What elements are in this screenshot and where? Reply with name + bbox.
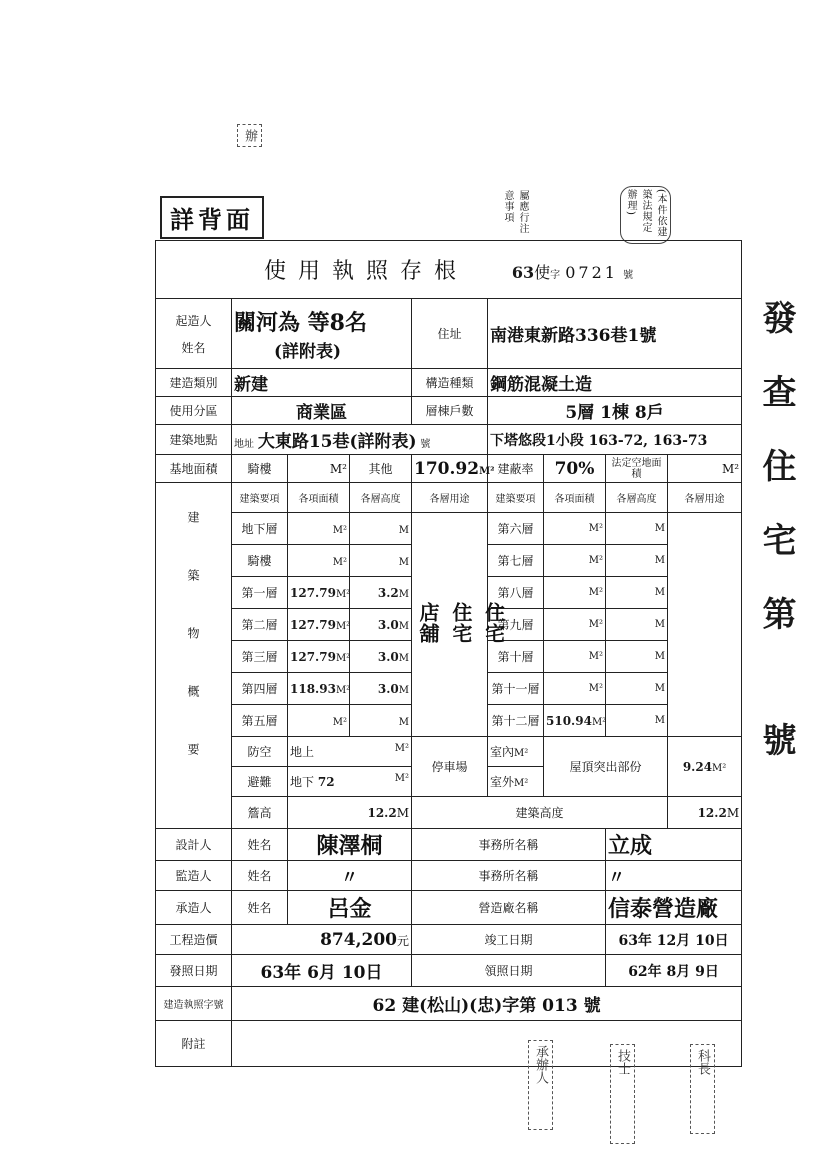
seal-clerk: 承辦人 — [528, 1040, 553, 1130]
supervisor-name: 〃 — [288, 861, 412, 891]
designer-label: 設計人 — [156, 829, 232, 861]
building-overview-label: 建築物概要 — [156, 483, 232, 829]
structure-label: 構造種類 — [412, 369, 488, 397]
address-value: 南港東新路336巷1號 — [488, 299, 742, 369]
supervisor-office-label: 事務所名稱 — [412, 861, 606, 891]
permit-value: 62 建(松山)(忠)字第 013 號 — [232, 987, 742, 1021]
floor-row-height: M — [350, 545, 412, 577]
floor-row-area: M² — [544, 609, 606, 641]
floor-row-height: M — [606, 705, 668, 737]
floor-row-name: 第九層 — [488, 609, 544, 641]
parking-outdoor: 室外M² — [488, 767, 544, 797]
uses-left-cell — [412, 513, 506, 737]
other-label: 其他 — [350, 455, 412, 483]
completion-value: 63年 12月 10日 — [606, 925, 742, 955]
site-label: 建築地點 — [156, 425, 232, 455]
title-row — [156, 241, 742, 299]
floor-row-name: 第四層 — [232, 673, 288, 705]
supervisor-label: 監造人 — [156, 861, 232, 891]
use-zone-value: 商業區 — [232, 397, 412, 425]
side-note: 屬應行注意事項 — [502, 190, 528, 234]
builder-label: 起造人 姓名 — [156, 299, 232, 369]
build-type-value: 新建 — [232, 369, 412, 397]
contractor-factory-label: 營造廠名稱 — [412, 891, 606, 925]
floor-row-area: 510.94M² — [544, 705, 606, 737]
form-title: 使用執照存根 — [264, 259, 469, 284]
roof-value: 9.24M² — [668, 737, 742, 797]
hdr-floor-right: 建築要項 — [488, 483, 544, 513]
contractor-factory: 信泰營造廠 — [606, 891, 742, 925]
detail-back-stamp: 詳背面 — [160, 196, 264, 239]
site-no-label: 號 — [420, 439, 431, 450]
completion-label: 竣工日期 — [412, 925, 606, 955]
floor-row-height: M — [606, 609, 668, 641]
floor-row-area: M² — [288, 545, 350, 577]
floor-row-area: M² — [288, 513, 350, 545]
use-floor-1: 店舖 — [416, 602, 440, 644]
floor-row-height: M — [606, 673, 668, 705]
floor-row-name: 第一層 — [232, 577, 288, 609]
serial-suffix: 號 — [623, 270, 634, 281]
arcade-unit: M² — [288, 455, 350, 483]
floor-row-name: 第六層 — [488, 513, 544, 545]
cost-value: 874,200元 — [232, 925, 412, 955]
site-lot-value: 下塔悠段1小段 163-72, 163-73 — [488, 425, 742, 455]
floor-row-height: 3.2M — [350, 577, 412, 609]
build-type-label: 建造類別 — [156, 369, 232, 397]
floor-row-area: M² — [288, 705, 350, 737]
floor-row-height: M — [606, 513, 668, 545]
hdr-area-right: 各項面積 — [544, 483, 606, 513]
shelter-below: 地下 72 M² — [288, 767, 412, 797]
floor-row-name: 第十一層 — [488, 673, 544, 705]
parking-label: 停車場 — [412, 737, 488, 797]
hdr-height-right: 各層高度 — [606, 483, 668, 513]
designer-name-label: 姓名 — [232, 829, 288, 861]
coverage-label: 建蔽率 — [488, 455, 544, 483]
issue-date-label: 發照日期 — [156, 955, 232, 987]
parking-indoor: 室內M² — [488, 737, 544, 767]
usage-permit-stub-form — [155, 240, 742, 1067]
legal-open-unit: M² — [668, 455, 742, 483]
site-sub-label: 地址 — [234, 439, 254, 450]
shelter-above: 地上 M² — [288, 737, 412, 767]
area-label: 基地面積 — [156, 455, 232, 483]
hdr-height-left: 各層高度 — [350, 483, 412, 513]
floor-row-height: 3.0M — [350, 673, 412, 705]
notes-label: 附註 — [156, 1021, 232, 1067]
floor-row-height: M — [606, 641, 668, 673]
other-value-cell: 170.92M² — [412, 455, 488, 483]
floor-row-height: M — [350, 705, 412, 737]
shelter-label-2: 避難 — [232, 767, 288, 797]
floor-row-name: 第八層 — [488, 577, 544, 609]
floor-row-name: 第十層 — [488, 641, 544, 673]
small-mark-stamp: 辦 — [237, 124, 262, 147]
building-height-label: 建築高度 — [412, 797, 668, 829]
floor-row-name: 第十二層 — [488, 705, 544, 737]
use-floor-2: 住宅 — [448, 602, 473, 644]
use-floor-3: 住宅 — [481, 602, 506, 644]
supervisor-name-label: 姓名 — [232, 861, 288, 891]
floors-value: 5層 1棟 8戶 — [488, 397, 742, 425]
side-note-sub: (本件依建築法規定辦理) — [620, 186, 671, 244]
hdr-area-left: 各項面積 — [288, 483, 350, 513]
serial-block — [512, 263, 633, 282]
seal-technician: 技士 — [610, 1044, 635, 1144]
floor-row-area: M² — [544, 513, 606, 545]
contractor-name: 呂金 — [288, 891, 412, 925]
hdr-use-left: 各層用途 — [412, 483, 488, 513]
floor-row-area: 127.79M² — [288, 609, 350, 641]
floor-row-area: M² — [544, 673, 606, 705]
use-zone-label: 使用分區 — [156, 397, 232, 425]
floor-row-height: M — [350, 513, 412, 545]
notes-value — [232, 1021, 742, 1067]
supervisor-office: 〃 — [606, 861, 742, 891]
floor-row-area: 127.79M² — [288, 577, 350, 609]
arcade-label: 騎樓 — [232, 455, 288, 483]
site-value: 大東路15巷(詳附表) — [257, 432, 417, 452]
roof-label: 屋頂突出部份 — [544, 737, 668, 797]
floor-row-name: 第七層 — [488, 545, 544, 577]
floor-row-height: 3.0M — [350, 609, 412, 641]
floor-row-name: 第二層 — [232, 609, 288, 641]
floor-row-area: 118.93M² — [288, 673, 350, 705]
eave-label: 簷高 — [232, 797, 288, 829]
floor-row-area: M² — [544, 545, 606, 577]
designer-office-label: 事務所名稱 — [412, 829, 606, 861]
contractor-name-label: 姓名 — [232, 891, 288, 925]
cost-label: 工程造價 — [156, 925, 232, 955]
serial-prefix: 63 — [511, 263, 535, 282]
receive-date-label: 領照日期 — [412, 955, 606, 987]
floor-row-area: 127.79M² — [288, 641, 350, 673]
right-margin-note: 發查住宅第 號 — [756, 300, 796, 796]
seal-section-chief: 科長 — [690, 1044, 715, 1134]
coverage-value: 70% — [544, 455, 606, 483]
contractor-label: 承造人 — [156, 891, 232, 925]
designer-office: 立成 — [606, 829, 742, 861]
builder-value: 關河為 等8名 (詳附表) — [232, 299, 412, 369]
floor-row-name: 第三層 — [232, 641, 288, 673]
serial-char: 使 — [534, 263, 551, 282]
address-label: 住址 — [412, 299, 488, 369]
hdr-floor-left: 建築要項 — [232, 483, 288, 513]
uses-right-cell — [668, 513, 742, 737]
structure-value: 鋼筋混凝土造 — [488, 369, 742, 397]
shelter-label-1: 防空 — [232, 737, 288, 767]
floor-row-name: 第五層 — [232, 705, 288, 737]
floor-row-area: M² — [544, 577, 606, 609]
building-height-value: 12.2M — [668, 797, 742, 829]
receive-date-value: 62年 8月 9日 — [606, 955, 742, 987]
eave-value: 12.2M — [288, 797, 412, 829]
designer-name: 陳澤桐 — [288, 829, 412, 861]
legal-open-label: 法定空地面積 — [606, 455, 668, 483]
issue-date-value: 63年 6月 10日 — [232, 955, 412, 987]
floors-label: 層棟戶數 — [412, 397, 488, 425]
floor-row-name: 地下層 — [232, 513, 288, 545]
hdr-use-right: 各層用途 — [668, 483, 742, 513]
floor-row-name: 騎樓 — [232, 545, 288, 577]
floor-row-height: 3.0M — [350, 641, 412, 673]
floor-row-area: M² — [544, 641, 606, 673]
site-value-cell — [232, 425, 488, 455]
floor-row-height: M — [606, 545, 668, 577]
permit-label: 建造執照字號 — [156, 987, 232, 1021]
serial-number: 0721 — [565, 263, 618, 282]
floor-row-height: M — [606, 577, 668, 609]
serial-word: 字 — [550, 270, 561, 281]
